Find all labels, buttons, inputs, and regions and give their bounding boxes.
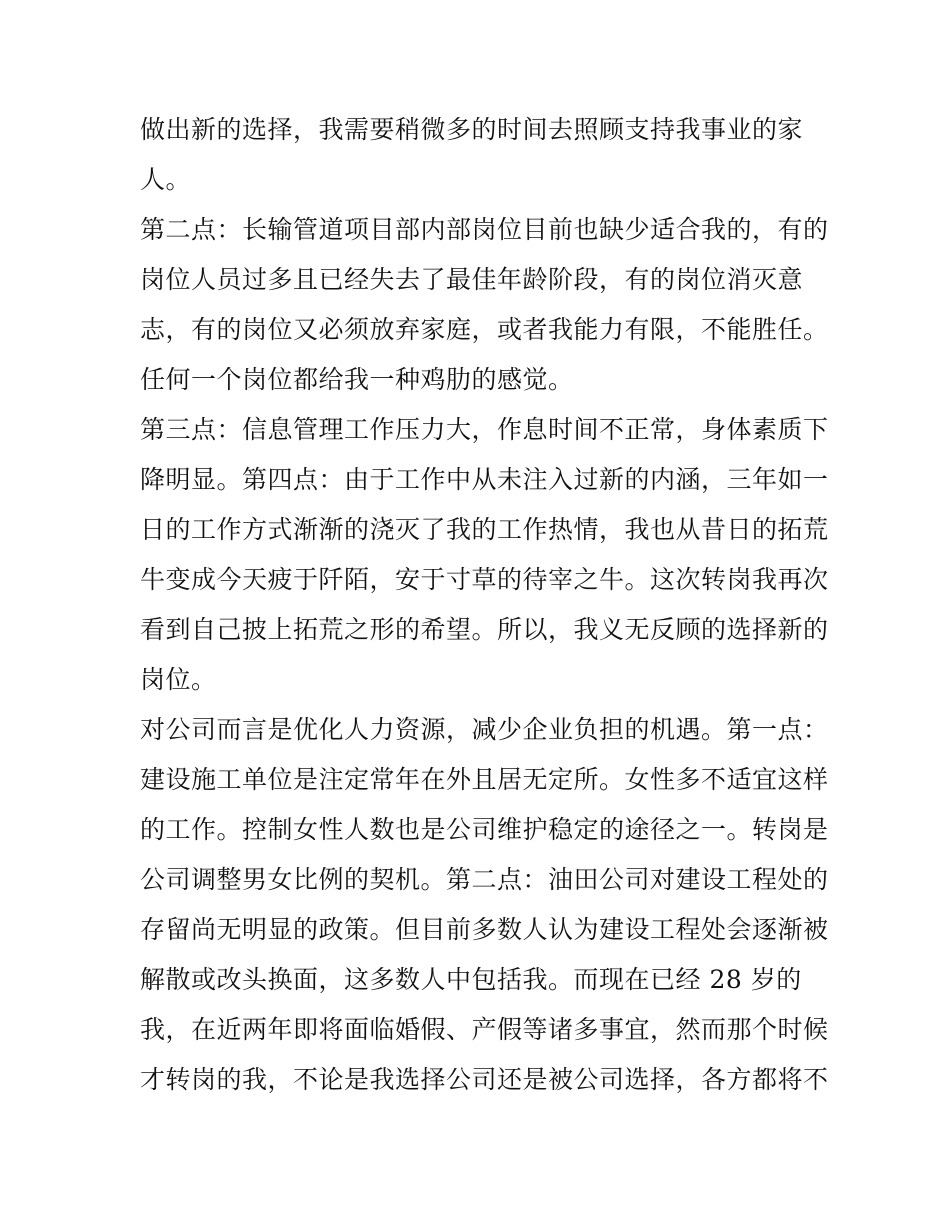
text-line: 任何一个岗位都给我一种鸡肋的感觉。 <box>140 365 574 394</box>
text-line: 降明显。第四点：由于工作中从未注入过新的内涵，三年如一 <box>140 465 829 494</box>
text-line: 第三点：信息管理工作压力大，作息时间不正常，身体素质下 <box>140 415 829 444</box>
text-line: 做出新的选择，我需要稍微多的时间去照顾支持我事业的家 <box>140 115 804 144</box>
text-line: 的工作。控制女性人数也是公司维护稳定的途径之一。转岗是 <box>140 815 829 844</box>
text-line: 日的工作方式渐渐的浇灭了我的工作热情，我也从昔日的拓荒 <box>140 515 829 544</box>
text-line: 岗位人员过多且已经失去了最佳年龄阶段，有的岗位消灭意 <box>140 265 804 294</box>
text-line: 我，在近两年即将面临婚假、产假等诸多事宜，然而那个时候 <box>140 1015 829 1044</box>
text-line: 建设施工单位是注定常年在外且居无定所。女性多不适宜这样 <box>140 765 829 794</box>
text-line: 志，有的岗位又必须放弃家庭，或者我能力有限，不能胜任。 <box>140 315 829 344</box>
text-line: 才转岗的我，不论是我选择公司还是被公司选择，各方都将不 <box>140 1065 829 1094</box>
text-line: 公司调整男女比例的契机。第二点：油田公司对建设工程处的 <box>140 865 829 894</box>
text-line: 存留尚无明显的政策。但目前多数人认为建设工程处会逐渐被 <box>140 915 829 944</box>
text-line: 对公司而言是优化人力资源，减少企业负担的机遇。第一点： <box>140 715 829 744</box>
text-line: 解散或改头换面，这多数人中包括我。而现在已经 28 岁的 <box>140 965 802 994</box>
text-line: 牛变成今天疲于阡陌，安于寸草的待宰之牛。这次转岗我再次 <box>140 565 829 594</box>
text-line: 人。 <box>140 165 192 194</box>
text-line: 看到自己披上拓荒之形的希望。所以，我义无反顾的选择新的 <box>140 615 829 644</box>
text-line: 第二点：长输管道项目部内部岗位目前也缺少适合我的，有的 <box>140 215 829 244</box>
text-line: 岗位。 <box>140 665 217 694</box>
